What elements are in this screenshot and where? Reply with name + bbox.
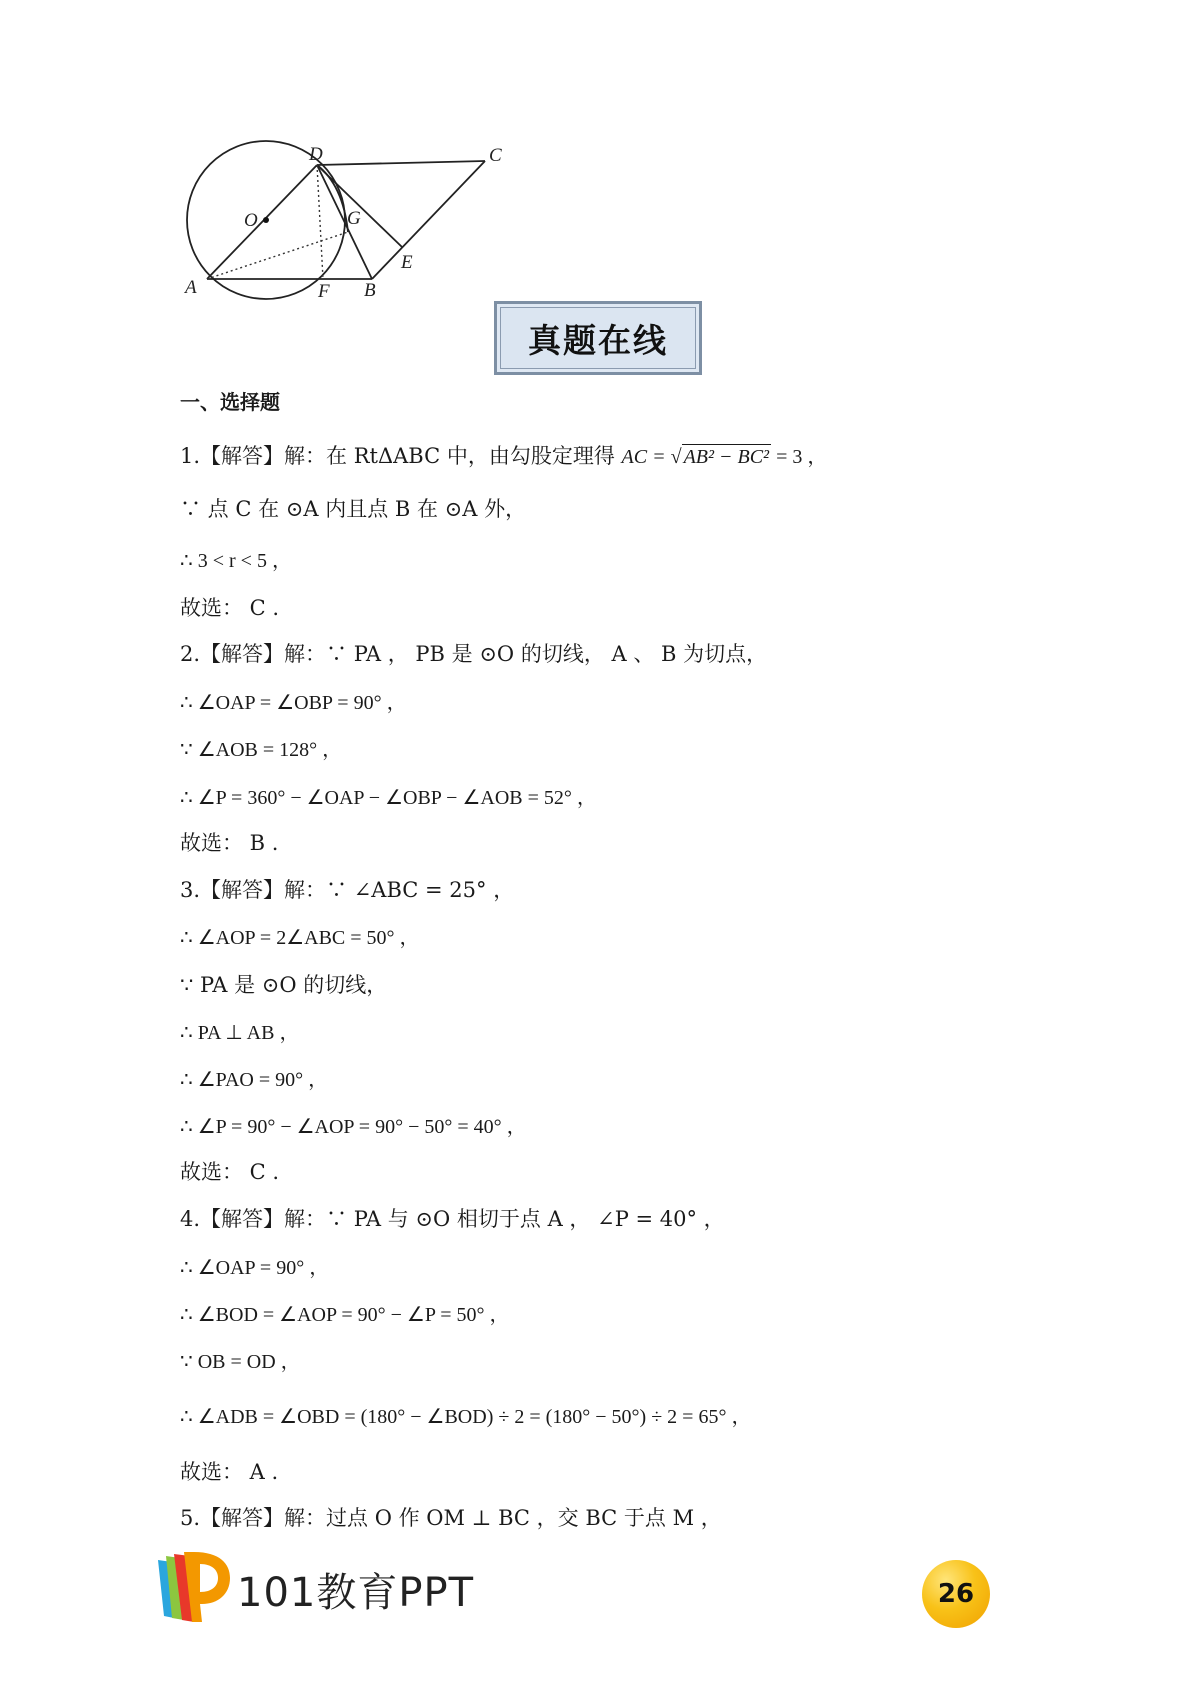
solution-line: 故选： A . [180, 1460, 279, 1484]
geometry-figure [175, 140, 515, 300]
segment-ag-dotted [207, 232, 348, 279]
solution-line: ∵ OB = OD ， [180, 1351, 301, 1373]
solution-line [180, 441, 827, 472]
solution-line: ∵ PA 是 ⊙O 的切线， [180, 973, 388, 997]
segment-db [317, 165, 372, 279]
label-e: E [401, 252, 413, 273]
solution-line: 3.【解答】解：∵ ∠ABC = 25° ， [180, 878, 515, 902]
solution-line: ∴ ∠OAP = ∠OBP = 90° ， [180, 692, 407, 714]
segment-df-dotted [317, 165, 323, 279]
solution-line: 5.【解答】解：过点 O 作 OM ⊥ BC ，交 BC 于点 M ， [180, 1506, 722, 1530]
line-prefix: 1.【解答】解：在 RtΔABC 中，由勾股定理得 [180, 444, 622, 468]
solution-line: 4.【解答】解：∵ PA 与 ⊙O 相切于点 A ， ∠P = 40° ， [180, 1207, 725, 1231]
segment-dc [317, 161, 485, 165]
solution-line: ∵ 点 C 在 ⊙A 内且点 B 在 ⊙A 外， [180, 497, 527, 521]
solution-line: ∴ ∠AOP = 2∠ABC = 50° ， [180, 927, 420, 949]
section-title: 真题在线 [500, 307, 696, 369]
label-b: B [364, 280, 376, 300]
radicand: AB² − BC² [683, 446, 770, 468]
segment-ad [207, 165, 317, 279]
brand-logo-text: 101教育PPT [237, 1570, 475, 1616]
solution-line: ∵ ∠AOB = 128° ， [180, 739, 343, 761]
solution-line: 故选： C . [180, 596, 280, 620]
label-a: A [185, 277, 197, 298]
line-suffix: = 3 ， [771, 446, 828, 468]
solution-line: 故选： B . [180, 831, 279, 855]
solution-line: ∴ PA ⊥ AB ， [180, 1022, 300, 1044]
section-title-box [494, 301, 702, 375]
solution-line: 故选： C . [180, 1160, 280, 1184]
label-c: C [489, 145, 502, 166]
solution-line: ∴ ∠ADB = ∠OBD = (180° − ∠BOD) ÷ 2 = (180° − 50°) ÷ 2 = 65° ， [180, 1406, 752, 1428]
page-number-badge: 26 [922, 1560, 990, 1628]
label-g: G [347, 208, 361, 229]
solution-line: ∴ ∠OAP = 90° ， [180, 1257, 330, 1279]
solution-line: ∴ ∠PAO = 90° ， [180, 1069, 329, 1091]
label-f: F [318, 281, 330, 300]
solution-line: ∴ 3 < r < 5 ， [180, 550, 292, 572]
label-o: O [244, 210, 258, 231]
solution-line: ∴ ∠BOD = ∠AOP = 90° − ∠P = 50° ， [180, 1304, 510, 1326]
section-heading: 一、选择题 [180, 390, 280, 414]
solution-line: ∴ ∠P = 360° − ∠OAP − ∠OBP − ∠AOB = 52° ， [180, 787, 597, 809]
math-expression: AC = √ [621, 446, 682, 468]
segment-cb [372, 161, 485, 279]
point-o [263, 217, 269, 223]
solution-line: 2.【解答】解：∵ PA ， PB 是 ⊙O 的切线， A 、 B 为切点， [180, 642, 768, 666]
label-d: D [309, 144, 323, 165]
solution-line: ∴ ∠P = 90° − ∠AOP = 90° − 50° = 40° ， [180, 1116, 527, 1138]
